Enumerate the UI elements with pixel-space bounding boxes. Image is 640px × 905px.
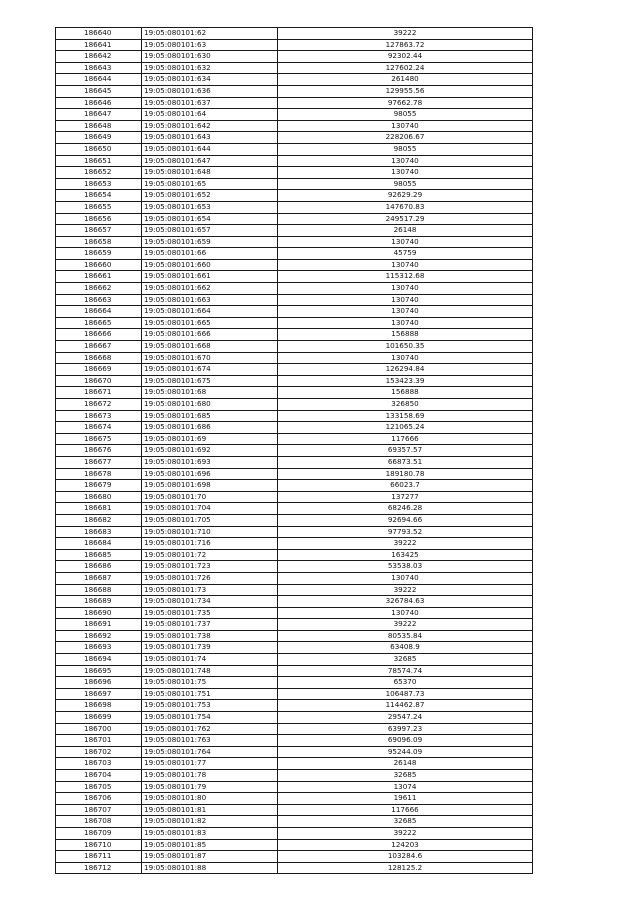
cadastral-number-cell: 19:05:080101:666 [142,329,278,341]
value-cell: 147670.83 [278,201,533,213]
row-number-cell: 186669 [56,364,142,376]
table-row [56,746,533,758]
row-number-cell: 186673 [56,410,142,422]
cadastral-number-cell: 19:05:080101:764 [142,746,278,758]
row-number-cell: 186668 [56,352,142,364]
cadastral-number-cell: 19:05:080101:693 [142,456,278,468]
row-number-cell: 186653 [56,178,142,190]
table-row [56,155,533,167]
row-number-cell: 186686 [56,561,142,573]
value-cell: 121065.24 [278,422,533,434]
value-cell: 26148 [278,225,533,237]
value-cell: 130740 [278,259,533,271]
cadastral-number-cell: 19:05:080101:723 [142,561,278,573]
value-cell: 326850 [278,399,533,411]
row-number-cell: 186706 [56,793,142,805]
row-number-cell: 186687 [56,572,142,584]
table-row [56,201,533,213]
row-number-cell: 186646 [56,97,142,109]
cadastral-number-cell: 19:05:080101:664 [142,306,278,318]
cadastral-number-cell: 19:05:080101:636 [142,85,278,97]
value-cell: 130740 [278,283,533,295]
table-row [56,561,533,573]
table-row [56,271,533,283]
table-row [56,190,533,202]
table-row [56,758,533,770]
value-cell: 130740 [278,572,533,584]
cadastral-number-cell: 19:05:080101:62 [142,28,278,40]
row-number-cell: 186707 [56,804,142,816]
cadastral-number-cell: 19:05:080101:670 [142,352,278,364]
value-cell: 32685 [278,654,533,666]
table-row [56,132,533,144]
row-number-cell: 186677 [56,456,142,468]
value-cell: 29547.24 [278,712,533,724]
table-row [56,410,533,422]
table-row [56,770,533,782]
value-cell: 63997.23 [278,723,533,735]
table-row [56,248,533,260]
cadastral-number-cell: 19:05:080101:79 [142,781,278,793]
cadastral-number-cell: 19:05:080101:644 [142,143,278,155]
cadastral-number-cell: 19:05:080101:734 [142,596,278,608]
table-row [56,143,533,155]
row-number-cell: 186663 [56,294,142,306]
row-number-cell: 186642 [56,51,142,63]
value-cell: 92629.29 [278,190,533,202]
value-cell: 130740 [278,167,533,179]
table-row [56,607,533,619]
table-row [56,839,533,851]
value-cell: 117666 [278,804,533,816]
table-row [56,723,533,735]
row-number-cell: 186685 [56,549,142,561]
table-row [56,688,533,700]
cadastral-number-cell: 19:05:080101:661 [142,271,278,283]
row-number-cell: 186652 [56,167,142,179]
table-row [56,804,533,816]
row-number-cell: 186709 [56,827,142,839]
table-row [56,329,533,341]
table-row [56,630,533,642]
table-row [56,422,533,434]
table-row [56,167,533,179]
value-cell: 92694.66 [278,514,533,526]
row-number-cell: 186704 [56,770,142,782]
value-cell: 130740 [278,607,533,619]
table-row [56,538,533,550]
cadastral-number-cell: 19:05:080101:698 [142,480,278,492]
table-row [56,851,533,863]
row-number-cell: 186682 [56,514,142,526]
cadastral-number-cell: 19:05:080101:716 [142,538,278,550]
cadastral-number-cell: 19:05:080101:642 [142,120,278,132]
table-row [56,74,533,86]
cadastral-number-cell: 19:05:080101:73 [142,584,278,596]
value-cell: 153423.39 [278,375,533,387]
document-page [55,27,531,874]
value-cell: 249517.29 [278,213,533,225]
table-row [56,387,533,399]
table-row [56,364,533,376]
value-cell: 32685 [278,770,533,782]
value-cell: 53538.03 [278,561,533,573]
cadastral-number-cell: 19:05:080101:748 [142,665,278,677]
row-number-cell: 186702 [56,746,142,758]
cadastral-number-cell: 19:05:080101:88 [142,862,278,874]
row-number-cell: 186659 [56,248,142,260]
value-cell: 115312.68 [278,271,533,283]
row-number-cell: 186670 [56,375,142,387]
row-number-cell: 186664 [56,306,142,318]
row-number-cell: 186703 [56,758,142,770]
value-cell: 39222 [278,538,533,550]
value-cell: 130740 [278,352,533,364]
table-row [56,341,533,353]
cadastral-number-cell: 19:05:080101:634 [142,74,278,86]
cadastral-number-cell: 19:05:080101:652 [142,190,278,202]
cadastral-value-table [55,27,533,874]
cadastral-number-cell: 19:05:080101:668 [142,341,278,353]
cadastral-number-cell: 19:05:080101:647 [142,155,278,167]
table-row [56,862,533,874]
row-number-cell: 186696 [56,677,142,689]
row-number-cell: 186699 [56,712,142,724]
cadastral-number-cell: 19:05:080101:75 [142,677,278,689]
row-number-cell: 186688 [56,584,142,596]
cadastral-number-cell: 19:05:080101:737 [142,619,278,631]
row-number-cell: 186674 [56,422,142,434]
value-cell: 26148 [278,758,533,770]
table-row [56,306,533,318]
value-cell: 130740 [278,155,533,167]
value-cell: 130740 [278,120,533,132]
value-cell: 228206.67 [278,132,533,144]
cadastral-number-cell: 19:05:080101:696 [142,468,278,480]
cadastral-number-cell: 19:05:080101:660 [142,259,278,271]
cadastral-number-cell: 19:05:080101:751 [142,688,278,700]
cadastral-number-cell: 19:05:080101:654 [142,213,278,225]
cadastral-number-cell: 19:05:080101:69 [142,433,278,445]
cadastral-number-cell: 19:05:080101:65 [142,178,278,190]
cadastral-number-cell: 19:05:080101:704 [142,503,278,515]
row-number-cell: 186705 [56,781,142,793]
row-number-cell: 186695 [56,665,142,677]
cadastral-number-cell: 19:05:080101:72 [142,549,278,561]
row-number-cell: 186679 [56,480,142,492]
value-cell: 117666 [278,433,533,445]
value-cell: 130740 [278,317,533,329]
value-cell: 126294.84 [278,364,533,376]
value-cell: 103284.6 [278,851,533,863]
cadastral-number-cell: 19:05:080101:665 [142,317,278,329]
row-number-cell: 186675 [56,433,142,445]
table-row [56,503,533,515]
value-cell: 127602.24 [278,62,533,74]
table-row [56,480,533,492]
cadastral-number-cell: 19:05:080101:680 [142,399,278,411]
row-number-cell: 186658 [56,236,142,248]
cadastral-number-cell: 19:05:080101:662 [142,283,278,295]
cadastral-number-cell: 19:05:080101:739 [142,642,278,654]
row-number-cell: 186690 [56,607,142,619]
row-number-cell: 186694 [56,654,142,666]
table-row [56,491,533,503]
value-cell: 95244.09 [278,746,533,758]
row-number-cell: 186651 [56,155,142,167]
cadastral-number-cell: 19:05:080101:66 [142,248,278,260]
row-number-cell: 186697 [56,688,142,700]
row-number-cell: 186684 [56,538,142,550]
cadastral-number-cell: 19:05:080101:643 [142,132,278,144]
table-row [56,700,533,712]
value-cell: 63408.9 [278,642,533,654]
table-row [56,514,533,526]
row-number-cell: 186672 [56,399,142,411]
cadastral-number-cell: 19:05:080101:710 [142,526,278,538]
row-number-cell: 186660 [56,259,142,271]
row-number-cell: 186710 [56,839,142,851]
row-number-cell: 186645 [56,85,142,97]
table-row [56,51,533,63]
cadastral-number-cell: 19:05:080101:648 [142,167,278,179]
row-number-cell: 186648 [56,120,142,132]
table-row [56,399,533,411]
value-cell: 98055 [278,109,533,121]
value-cell: 39222 [278,28,533,40]
value-cell: 106487.73 [278,688,533,700]
table-row [56,572,533,584]
value-cell: 156888 [278,329,533,341]
table-row [56,712,533,724]
value-cell: 69357.57 [278,445,533,457]
value-cell: 130740 [278,306,533,318]
value-cell: 130740 [278,236,533,248]
table-row [56,375,533,387]
cadastral-number-cell: 19:05:080101:726 [142,572,278,584]
value-cell: 97793.52 [278,526,533,538]
row-number-cell: 186649 [56,132,142,144]
row-number-cell: 186680 [56,491,142,503]
value-cell: 92302.44 [278,51,533,63]
table-row [56,225,533,237]
value-cell: 261480 [278,74,533,86]
table-row [56,827,533,839]
row-number-cell: 186650 [56,143,142,155]
table-row [56,62,533,74]
table-row [56,793,533,805]
table-row [56,677,533,689]
table-row [56,259,533,271]
cadastral-number-cell: 19:05:080101:63 [142,39,278,51]
value-cell: 98055 [278,143,533,155]
cadastral-number-cell: 19:05:080101:762 [142,723,278,735]
table-row [56,294,533,306]
row-number-cell: 186671 [56,387,142,399]
value-cell: 133158.69 [278,410,533,422]
table-body [56,28,533,874]
table-row [56,85,533,97]
table-row [56,109,533,121]
value-cell: 189180.78 [278,468,533,480]
table-row [56,433,533,445]
cadastral-number-cell: 19:05:080101:763 [142,735,278,747]
cadastral-number-cell: 19:05:080101:754 [142,712,278,724]
cadastral-number-cell: 19:05:080101:80 [142,793,278,805]
table-row [56,596,533,608]
table-row [56,317,533,329]
cadastral-number-cell: 19:05:080101:685 [142,410,278,422]
value-cell: 69096.09 [278,735,533,747]
row-number-cell: 186655 [56,201,142,213]
value-cell: 45759 [278,248,533,260]
cadastral-number-cell: 19:05:080101:64 [142,109,278,121]
cadastral-number-cell: 19:05:080101:686 [142,422,278,434]
value-cell: 66023.7 [278,480,533,492]
cadastral-number-cell: 19:05:080101:735 [142,607,278,619]
row-number-cell: 186683 [56,526,142,538]
table-row [56,445,533,457]
value-cell: 78574.74 [278,665,533,677]
table-row [56,120,533,132]
cadastral-number-cell: 19:05:080101:657 [142,225,278,237]
row-number-cell: 186693 [56,642,142,654]
cadastral-number-cell: 19:05:080101:753 [142,700,278,712]
cadastral-number-cell: 19:05:080101:630 [142,51,278,63]
table-row [56,619,533,631]
table-row [56,735,533,747]
value-cell: 19611 [278,793,533,805]
value-cell: 98055 [278,178,533,190]
value-cell: 97662.78 [278,97,533,109]
value-cell: 101650.35 [278,341,533,353]
row-number-cell: 186654 [56,190,142,202]
value-cell: 13074 [278,781,533,793]
table-row [56,352,533,364]
table-row [56,236,533,248]
table-row [56,28,533,40]
cadastral-number-cell: 19:05:080101:82 [142,816,278,828]
row-number-cell: 186667 [56,341,142,353]
table-row [56,468,533,480]
row-number-cell: 186676 [56,445,142,457]
value-cell: 128125.2 [278,862,533,874]
cadastral-number-cell: 19:05:080101:77 [142,758,278,770]
row-number-cell: 186656 [56,213,142,225]
cadastral-number-cell: 19:05:080101:85 [142,839,278,851]
cadastral-number-cell: 19:05:080101:81 [142,804,278,816]
cadastral-number-cell: 19:05:080101:74 [142,654,278,666]
row-number-cell: 186692 [56,630,142,642]
value-cell: 80535.84 [278,630,533,642]
value-cell: 39222 [278,584,533,596]
row-number-cell: 186661 [56,271,142,283]
table-row [56,97,533,109]
value-cell: 127863.72 [278,39,533,51]
cadastral-number-cell: 19:05:080101:78 [142,770,278,782]
table-row [56,526,533,538]
value-cell: 137277 [278,491,533,503]
cadastral-number-cell: 19:05:080101:659 [142,236,278,248]
row-number-cell: 186662 [56,283,142,295]
value-cell: 68246.28 [278,503,533,515]
table-row [56,549,533,561]
row-number-cell: 186641 [56,39,142,51]
row-number-cell: 186640 [56,28,142,40]
row-number-cell: 186643 [56,62,142,74]
value-cell: 66873.51 [278,456,533,468]
cadastral-number-cell: 19:05:080101:68 [142,387,278,399]
cadastral-number-cell: 19:05:080101:70 [142,491,278,503]
table-row [56,178,533,190]
row-number-cell: 186691 [56,619,142,631]
table-row [56,642,533,654]
row-number-cell: 186666 [56,329,142,341]
cadastral-number-cell: 19:05:080101:663 [142,294,278,306]
row-number-cell: 186698 [56,700,142,712]
value-cell: 326784.63 [278,596,533,608]
row-number-cell: 186701 [56,735,142,747]
cadastral-number-cell: 19:05:080101:632 [142,62,278,74]
table-row [56,456,533,468]
value-cell: 39222 [278,619,533,631]
row-number-cell: 186678 [56,468,142,480]
value-cell: 114462.87 [278,700,533,712]
table-row [56,584,533,596]
value-cell: 130740 [278,294,533,306]
row-number-cell: 186665 [56,317,142,329]
row-number-cell: 186647 [56,109,142,121]
row-number-cell: 186711 [56,851,142,863]
cadastral-number-cell: 19:05:080101:83 [142,827,278,839]
cadastral-number-cell: 19:05:080101:637 [142,97,278,109]
value-cell: 124203 [278,839,533,851]
table-row [56,665,533,677]
table-row [56,781,533,793]
cadastral-number-cell: 19:05:080101:692 [142,445,278,457]
value-cell: 129955.56 [278,85,533,97]
row-number-cell: 186708 [56,816,142,828]
row-number-cell: 186644 [56,74,142,86]
value-cell: 65370 [278,677,533,689]
cadastral-number-cell: 19:05:080101:87 [142,851,278,863]
value-cell: 39222 [278,827,533,839]
cadastral-number-cell: 19:05:080101:653 [142,201,278,213]
value-cell: 163425 [278,549,533,561]
table-row [56,654,533,666]
cadastral-number-cell: 19:05:080101:675 [142,375,278,387]
row-number-cell: 186700 [56,723,142,735]
cadastral-number-cell: 19:05:080101:674 [142,364,278,376]
row-number-cell: 186689 [56,596,142,608]
table-row [56,213,533,225]
row-number-cell: 186681 [56,503,142,515]
table-row [56,816,533,828]
row-number-cell: 186657 [56,225,142,237]
cadastral-number-cell: 19:05:080101:738 [142,630,278,642]
table-row [56,39,533,51]
cadastral-number-cell: 19:05:080101:705 [142,514,278,526]
value-cell: 32685 [278,816,533,828]
row-number-cell: 186712 [56,862,142,874]
value-cell: 156888 [278,387,533,399]
table-row [56,283,533,295]
